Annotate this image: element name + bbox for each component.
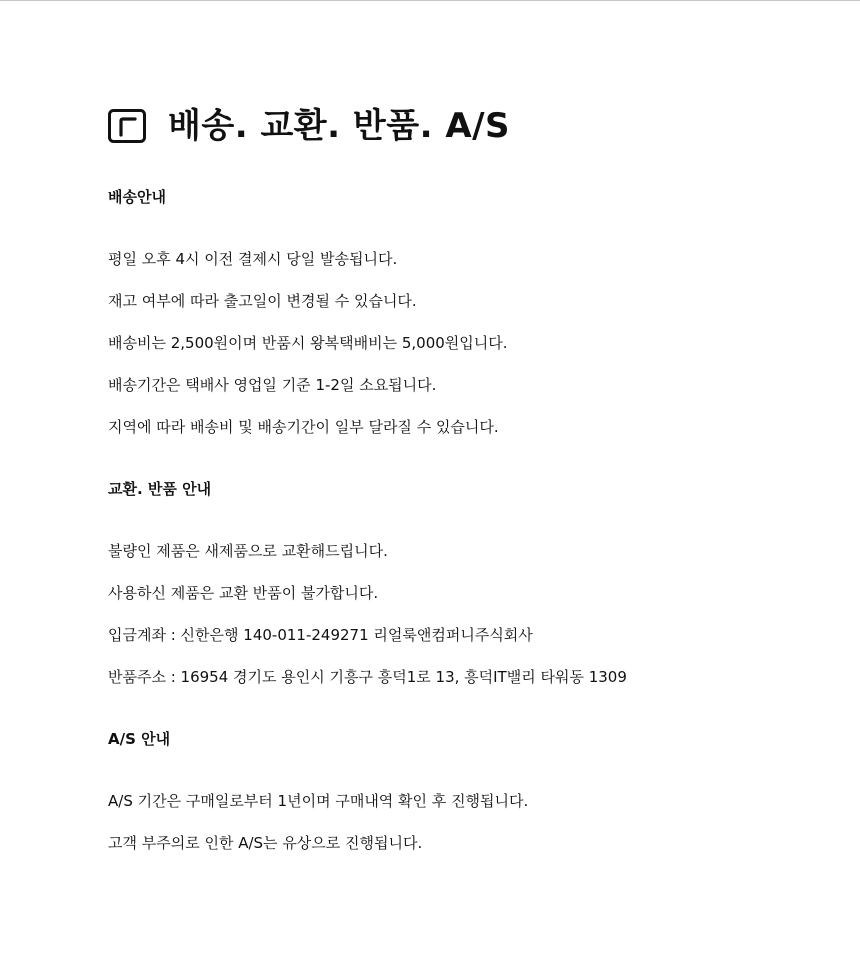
- policy-content: [108, 98, 828, 853]
- list-item: 배송기간은 택배사 영업일 기준 1-2일 소요됩니다.: [108, 376, 437, 394]
- after-service-section: [108, 729, 828, 853]
- section-heading-after-service: A/S 안내: [108, 730, 171, 748]
- corner-bracket-icon: [108, 109, 146, 143]
- list-item: 재고 여부에 따라 출고일이 변경될 수 있습니다.: [108, 292, 417, 310]
- list-item: 고객 부주의로 인한 A/S는 유상으로 진행됩니다.: [108, 834, 423, 852]
- exchange-return-section: [108, 479, 828, 687]
- exchange-return-list: [108, 541, 828, 687]
- list-item: 평일 오후 4시 이전 결제시 당일 발송됩니다.: [108, 250, 398, 268]
- list-item: 사용하신 제품은 교환 반품이 불가합니다.: [108, 584, 379, 602]
- list-item: 입금계좌 : 신한은행 140-011-249271 리얼룩앤컴퍼니주식회사: [108, 626, 533, 644]
- list-item: 배송비는 2,500원이며 반품시 왕복택배비는 5,000원입니다.: [108, 334, 508, 352]
- page-title: 배송. 교환. 반품. A/S: [168, 106, 511, 146]
- section-heading-exchange-return: 교환. 반품 안내: [108, 480, 212, 498]
- shipping-section: [108, 187, 828, 437]
- title-row: [108, 98, 828, 154]
- list-item: A/S 기간은 구매일로부터 1년이며 구매내역 확인 후 진행됩니다.: [108, 792, 529, 810]
- list-item: 지역에 따라 배송비 및 배송기간이 일부 달라질 수 있습니다.: [108, 418, 499, 436]
- top-divider: [0, 0, 860, 1]
- section-heading-shipping: 배송안내: [108, 188, 166, 206]
- after-service-list: [108, 791, 828, 853]
- list-item: 불량인 제품은 새제품으로 교환해드립니다.: [108, 542, 388, 560]
- list-item: 반품주소 : 16954 경기도 용인시 기흥구 흥덕1로 13, 흥덕IT밸리 타워동 1309: [108, 668, 627, 686]
- shipping-list: [108, 249, 828, 437]
